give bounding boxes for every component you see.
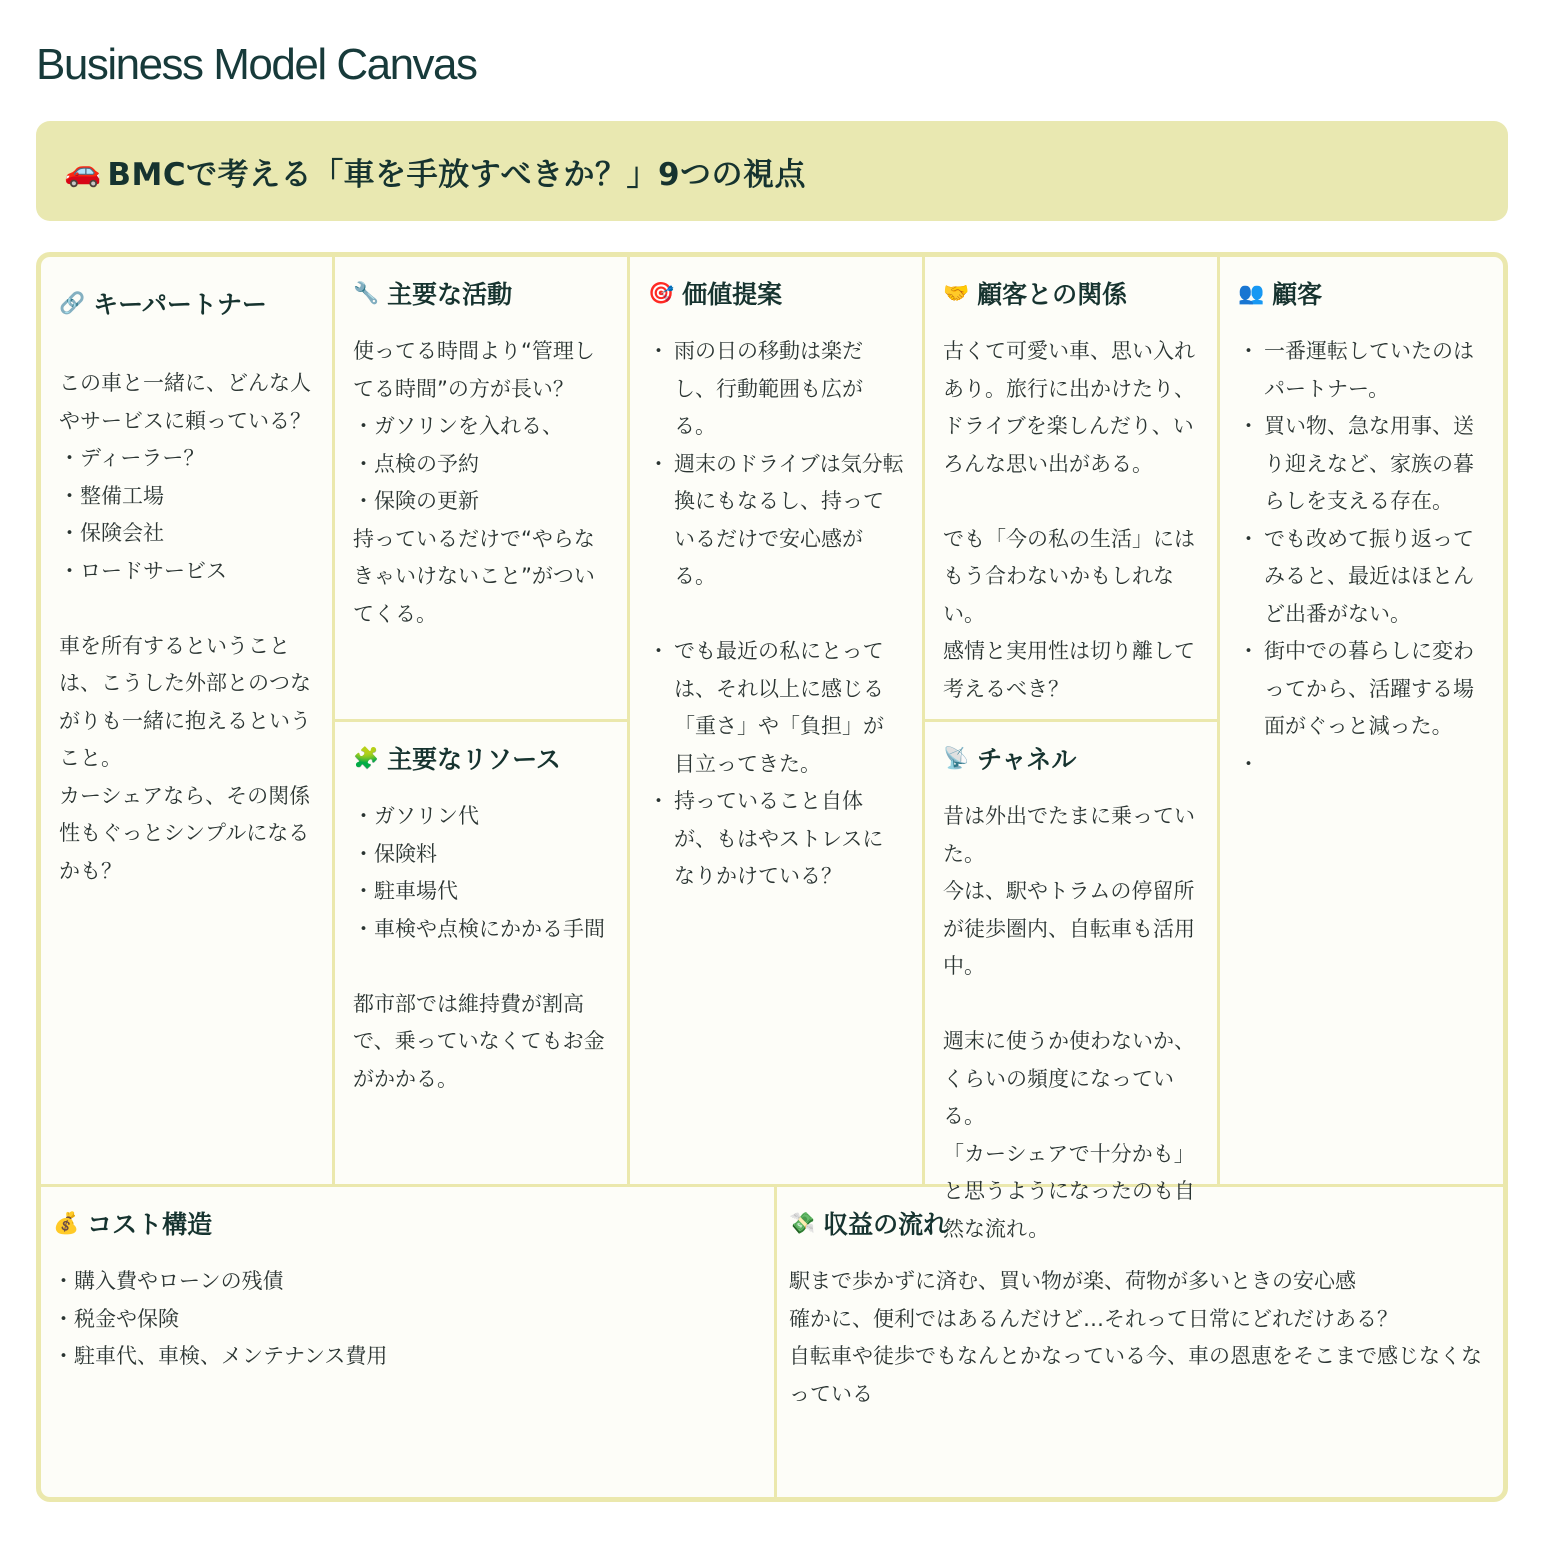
- customer-relationships-body: [943, 333, 1199, 708]
- text-line: ・保険料: [353, 841, 437, 866]
- business-model-canvas: [36, 252, 1508, 1502]
- text-line: 持っているだけで“やらなきゃいけないこと”がついてくる。: [353, 526, 595, 626]
- bullet-item: [648, 596, 904, 634]
- text-line: 今は、駅やトラムの停留所が徒歩圏内、自転車も活用中。: [943, 879, 1195, 978]
- key-activities-body: [353, 333, 609, 633]
- key-resources-heading: 主要なリソース: [387, 745, 561, 774]
- text-line: ・ロードサービス: [59, 558, 227, 583]
- channels-body: [943, 798, 1199, 1248]
- money-with-wings-icon: 💸: [789, 1210, 816, 1235]
- text-line: ・点検の予約: [353, 451, 479, 476]
- handshake-icon: 🤝: [943, 280, 970, 305]
- cost-structure-section: [41, 1187, 777, 1497]
- text-line: 自転車や徒歩でもなんとかなっている今、車の恩恵をそこまで感じなくなっている: [789, 1344, 1482, 1406]
- page-title: Business Model Canvas: [36, 40, 477, 89]
- channels-heading: チャネル: [977, 745, 1077, 774]
- text-line: ・ディーラー？: [59, 446, 205, 470]
- bullet-item: ・ 週末のドライブは気分転換にもなるし、持っているだけで安心感がる。: [648, 446, 904, 596]
- channels-title: [943, 740, 1199, 776]
- text-line: ・保険の更新: [353, 489, 479, 513]
- text-line: この車と一緒に、どんな人やサービスに頼っている？: [59, 371, 311, 433]
- key-partners-section: [41, 257, 335, 1187]
- customer-relationships-heading: 顧客との関係: [977, 280, 1128, 309]
- revenue-streams-section: [777, 1187, 1503, 1497]
- revenue-streams-body: [789, 1263, 1485, 1413]
- customer-segments-section: [1220, 257, 1503, 1187]
- bullet-item: ・ 街中での暮らしに変わってから、活躍する場面がぐっと減った。: [1238, 633, 1485, 746]
- text-line: ・ガソリンを入れる、: [353, 414, 563, 438]
- bullet-item: ・ 雨の日の移動は楽だし、行動範囲も広がる。: [648, 333, 904, 446]
- text-line: 週末に使うか使わないか、くらいの頻度になっている。: [943, 1029, 1195, 1128]
- value-propositions-section: [630, 257, 925, 1187]
- text-line: ・購入費やローンの残債: [53, 1269, 284, 1293]
- bullet-item: ・ でも最近の私にとっては、それ以上に感じる「重さ」や「負担」が目立ってきた。: [648, 633, 904, 783]
- canvas-banner: [36, 121, 1508, 221]
- value-propositions-body: [648, 333, 904, 896]
- text-line: 使ってる時間より“管理してる時間”の方が長い？: [353, 339, 595, 401]
- text-line: 駅まで歩かずに済む、買い物が楽、荷物が多いときの安心感: [789, 1269, 1356, 1293]
- key-partners-body: [59, 365, 314, 890]
- bullet-item: ・ でも改めて振り返ってみると、最近はほとんど出番がない。: [1238, 521, 1485, 634]
- text-line: でも「今の私の生活」にはもう合わないかもしれない。: [943, 526, 1195, 626]
- key-activities-heading: 主要な活動: [387, 280, 513, 309]
- text-line: ・税金や保険: [53, 1306, 179, 1331]
- customer-relationships-section: [925, 257, 1220, 722]
- text-line: ・ガソリン代: [353, 804, 479, 828]
- bullet-item: ・ 一番運転していたのはパートナー。: [1238, 333, 1485, 408]
- value-propositions-heading: 価値提案: [682, 280, 783, 309]
- car-icon: 🚗: [64, 153, 102, 189]
- revenue-streams-heading: 収益の流れ: [823, 1210, 949, 1239]
- bullet-item: ・ 持っていること自体が、もはやストレスになりかけている？: [648, 783, 904, 896]
- satellite-antenna-icon: 📡: [943, 745, 970, 770]
- text-line: ・駐車場代: [353, 879, 458, 903]
- text-line: カーシェアなら、その関係性もぐっとシンプルになるかも？: [59, 783, 311, 883]
- text-line: ・車検や点検にかかる手間: [353, 916, 605, 941]
- channels-section: [925, 722, 1220, 1241]
- customer-segments-title: [1238, 275, 1485, 311]
- text-line: [943, 483, 1199, 521]
- text-line: 昔は外出でたまに乗っていた。: [943, 804, 1195, 866]
- bullet-item: ・ 買い物、急な用事、送り迎えなど、家族の暮らしを支える存在。: [1238, 408, 1485, 521]
- key-resources-title: [353, 740, 609, 776]
- customer-segments-body: [1238, 333, 1485, 746]
- text-line: ・駐車代、車検、メンテナンス費用: [53, 1344, 388, 1368]
- customer-relationships-title: [943, 275, 1199, 311]
- key-partners-title: [59, 285, 314, 321]
- text-line: 「カーシェアで十分かも」と思うようになったのも自然な流れ。: [943, 1141, 1195, 1241]
- text-line: ・整備工場: [59, 483, 164, 508]
- text-line: 古くて可愛い車、思い入れあり。旅行に出かけたり、ドライブを楽しんだり、いろんな思い出がある。: [943, 339, 1195, 476]
- key-activities-title: [353, 275, 609, 311]
- text-line: 感情と実用性は切り離して考えるべき？: [943, 639, 1195, 701]
- money-bag-icon: 💰: [53, 1210, 80, 1235]
- link-icon: 🔗: [59, 290, 86, 315]
- key-partners-heading: キーパートナー: [93, 290, 267, 319]
- key-resources-body: [353, 798, 609, 1098]
- value-propositions-title: [648, 275, 904, 311]
- text-line: ・保険会社: [59, 521, 164, 545]
- text-line: [353, 948, 609, 986]
- banner-title: BMCで考える「車を手放すべきか？」9つの視点: [107, 156, 807, 193]
- key-resources-section: [335, 722, 630, 1187]
- text-line: 車を所有するということは、こうした外部とのつながりも一緒に抱えるということ。: [59, 633, 311, 770]
- cost-structure-body: [53, 1263, 756, 1376]
- puzzle-piece-icon: 🧩: [353, 745, 380, 770]
- text-line: 確かに、便利ではあるんだけど…それって日常にどれだけある？: [789, 1306, 1398, 1331]
- text-line: [943, 986, 1199, 1024]
- text-line: 都市部では維持費が割高で、乗っていなくてもお金がかかる。: [353, 991, 605, 1091]
- key-activities-section: [335, 257, 630, 722]
- cost-structure-heading: コスト構造: [87, 1210, 213, 1239]
- text-line: [59, 590, 314, 628]
- users-icon: 👥: [1238, 280, 1265, 305]
- target-icon: 🎯: [648, 280, 675, 305]
- wrench-icon: 🔧: [353, 280, 380, 305]
- cost-structure-title: [53, 1205, 756, 1241]
- customer-segments-heading: 顧客: [1272, 280, 1323, 309]
- revenue-streams-title: [789, 1205, 1485, 1241]
